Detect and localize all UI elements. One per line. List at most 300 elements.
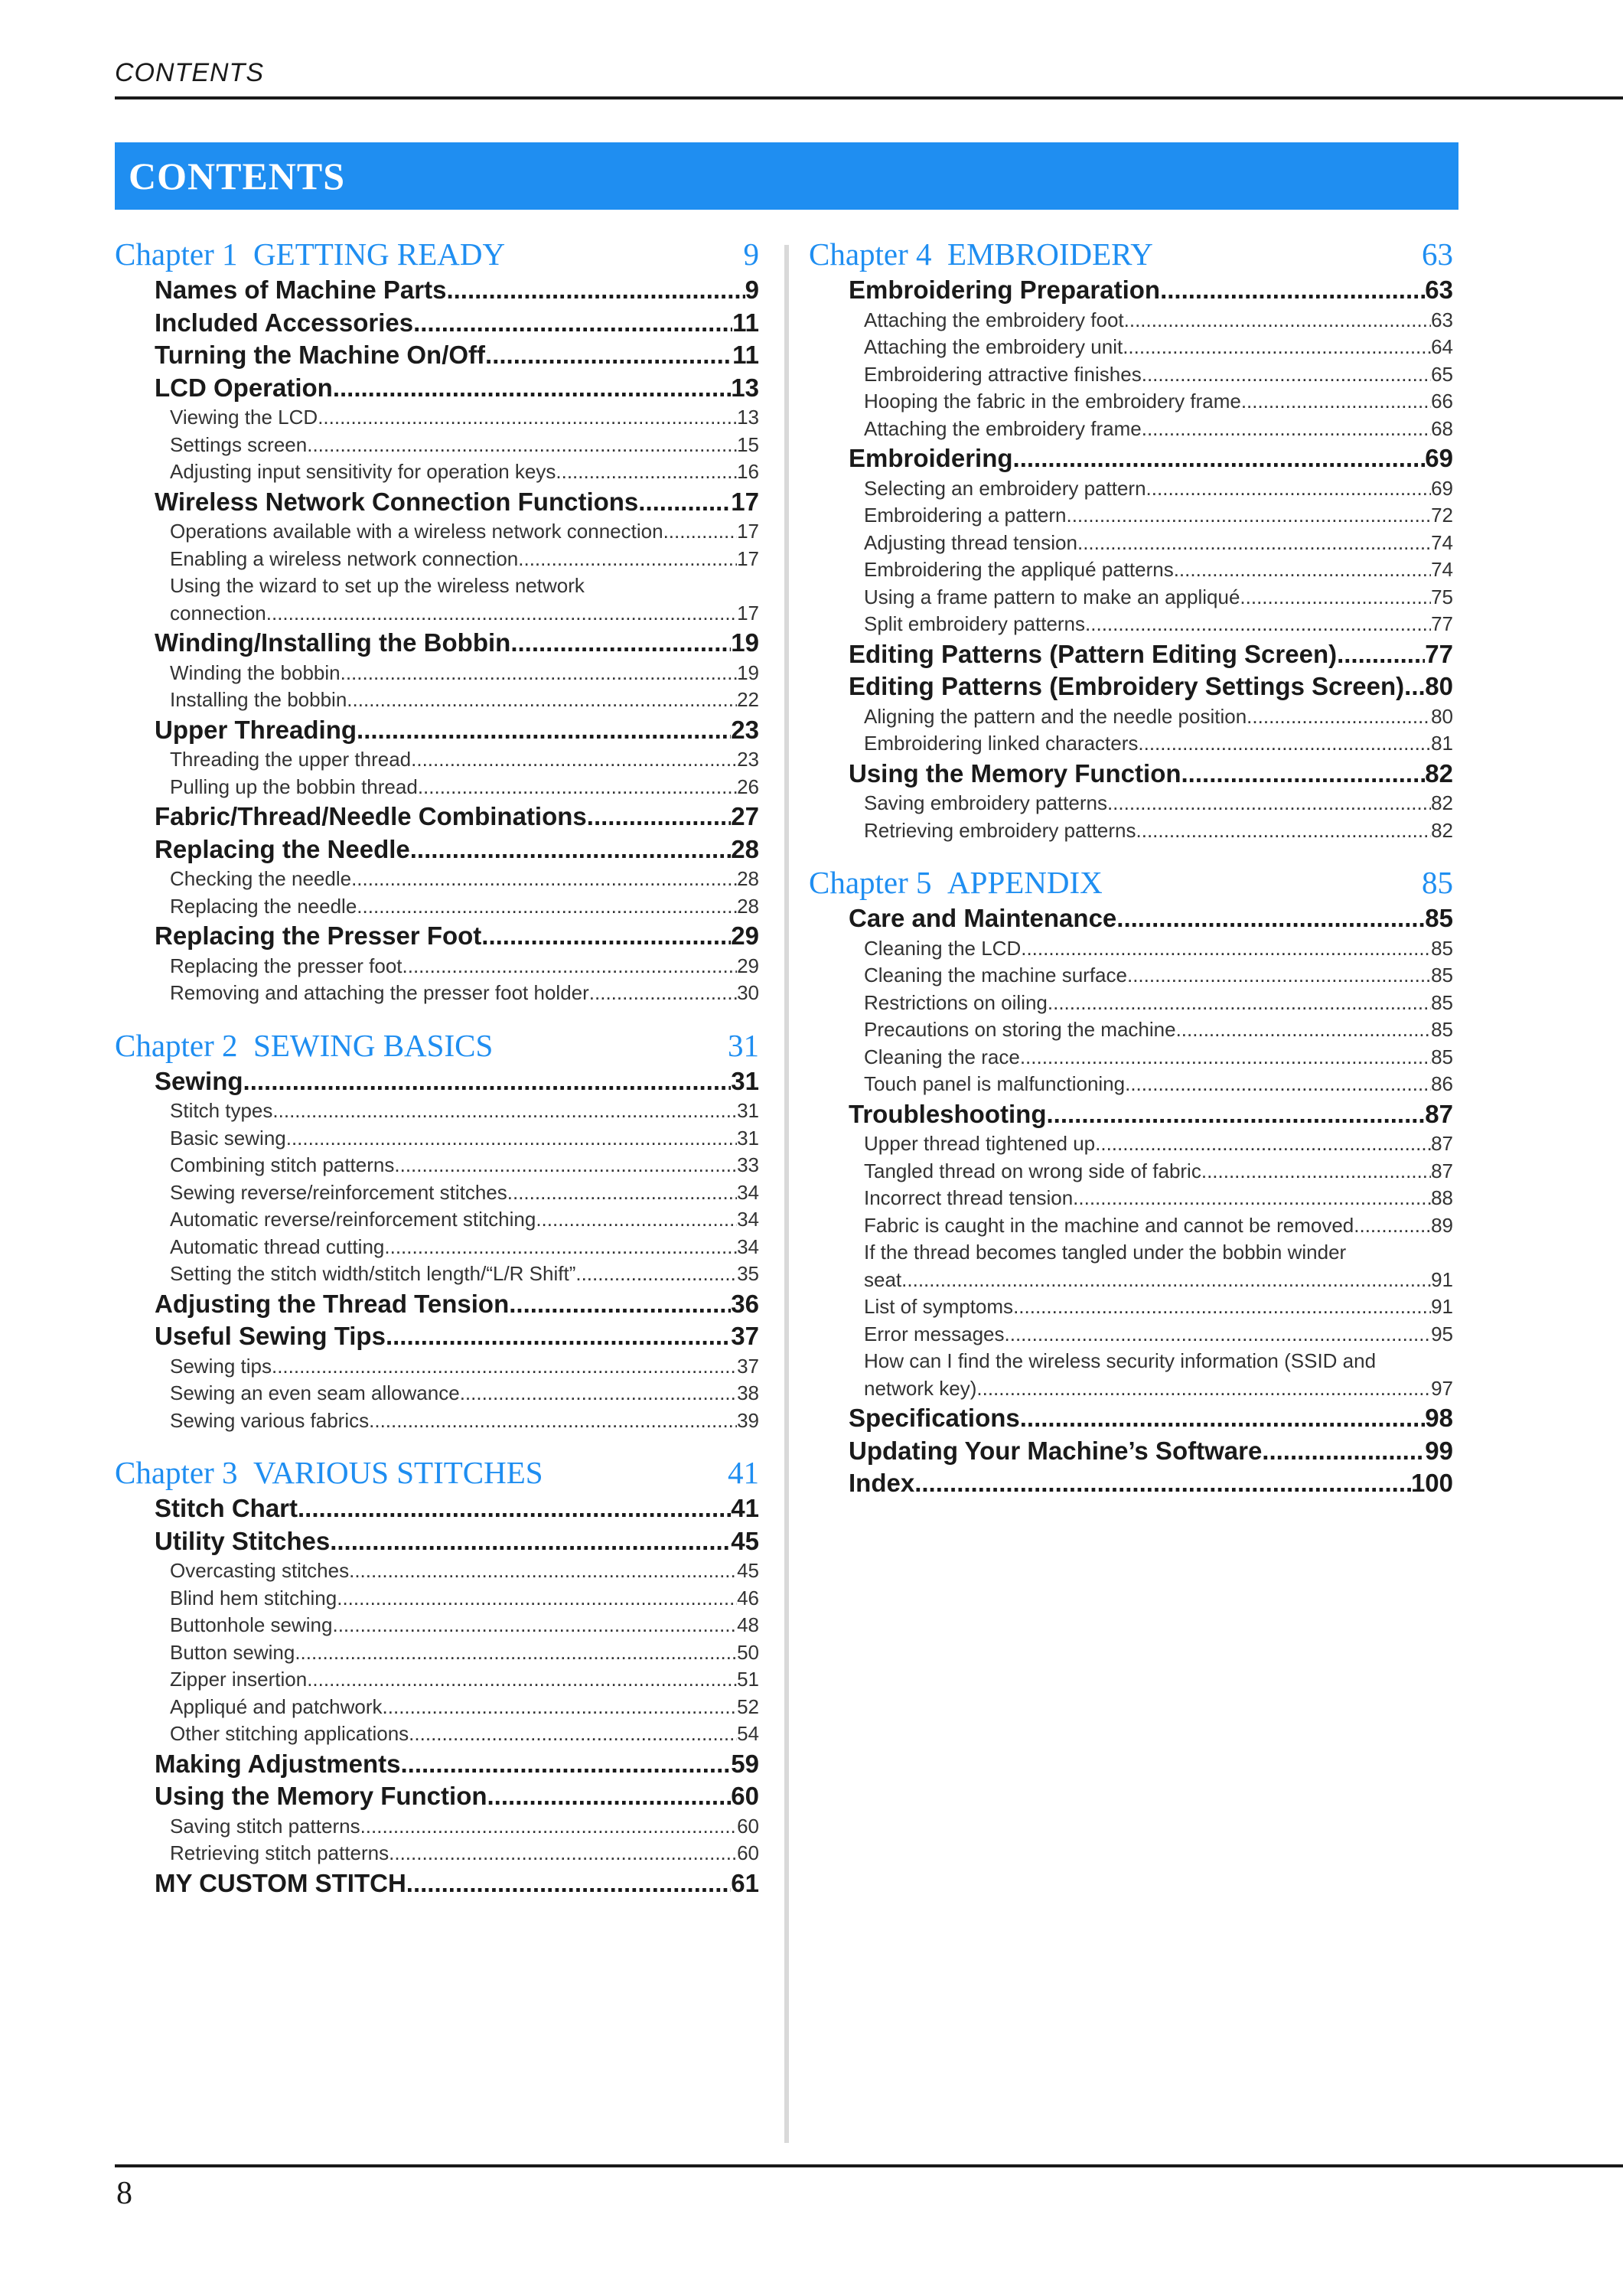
toc-subsection[interactable] bbox=[115, 458, 759, 486]
toc-subsection-page: 95 bbox=[1431, 1322, 1453, 1345]
toc-section-label: Turning the Machine On/Off bbox=[155, 341, 486, 369]
toc-subsection[interactable] bbox=[115, 953, 759, 980]
toc-section[interactable] bbox=[809, 758, 1453, 791]
leader-dots bbox=[418, 774, 737, 801]
toc-subsection[interactable] bbox=[809, 388, 1453, 416]
leader-dots bbox=[1020, 1044, 1431, 1071]
toc-subsection[interactable] bbox=[115, 1152, 759, 1179]
leader-dots bbox=[556, 458, 737, 486]
toc-subsection-page: 87 bbox=[1431, 1159, 1453, 1182]
toc-subsection[interactable] bbox=[115, 518, 759, 546]
toc-section-page: 100 bbox=[1410, 1469, 1453, 1497]
leader-dots bbox=[298, 1492, 731, 1525]
chapter-heading-text bbox=[809, 234, 1153, 274]
leader-dots bbox=[406, 1867, 731, 1900]
toc-section-page: 85 bbox=[1425, 904, 1453, 932]
toc-section-label: Names of Machine Parts bbox=[155, 276, 447, 304]
toc-subsection[interactable] bbox=[115, 1125, 759, 1153]
leader-dots bbox=[1176, 1016, 1432, 1044]
leader-dots bbox=[1337, 638, 1425, 671]
chapter-page: 31 bbox=[728, 1027, 759, 1063]
top-rule bbox=[115, 96, 1623, 99]
toc-subsection[interactable] bbox=[115, 660, 759, 687]
leader-dots bbox=[383, 1694, 738, 1721]
toc-section-label: Embroidering Preparation bbox=[849, 276, 1161, 304]
toc-subsection-label: network key) bbox=[864, 1376, 977, 1400]
toc-section[interactable] bbox=[809, 1467, 1453, 1500]
leader-dots bbox=[1241, 388, 1431, 416]
toc-section[interactable] bbox=[115, 1288, 759, 1321]
toc-subsection[interactable] bbox=[809, 1185, 1453, 1212]
toc-subsection-label: Error messages bbox=[864, 1322, 1005, 1345]
toc-subsection[interactable] bbox=[115, 1179, 759, 1207]
toc-subsection-page: 66 bbox=[1431, 390, 1453, 413]
toc-subsection[interactable] bbox=[809, 990, 1453, 1017]
toc-subsection[interactable] bbox=[809, 817, 1453, 845]
toc-section-label: Replacing the Needle bbox=[155, 834, 410, 863]
chapter-heading[interactable] bbox=[115, 1026, 759, 1065]
toc-section-page: 19 bbox=[731, 628, 759, 657]
toc-subsection-label: Stitch types bbox=[170, 1099, 273, 1122]
page-number: 8 bbox=[116, 2176, 132, 2211]
toc-subsection[interactable] bbox=[809, 703, 1453, 731]
toc-subsection[interactable] bbox=[809, 611, 1453, 638]
leader-dots bbox=[1142, 361, 1431, 389]
toc-subsection[interactable] bbox=[115, 1353, 759, 1381]
toc-subsection-label: Cleaning the LCD bbox=[864, 936, 1022, 960]
chapter-heading[interactable] bbox=[115, 234, 759, 274]
toc-subsection-label: Replacing the needle bbox=[170, 894, 357, 918]
toc-subsection-page: 82 bbox=[1431, 818, 1453, 842]
toc-subsection-page: 34 bbox=[737, 1234, 759, 1258]
leader-dots bbox=[286, 1125, 737, 1153]
toc-section-page: 17 bbox=[731, 487, 759, 516]
leader-dots bbox=[1095, 1130, 1431, 1158]
leader-dots bbox=[1020, 1402, 1426, 1435]
toc-section[interactable] bbox=[809, 1435, 1453, 1468]
toc-section-label: Winding/Installing the Bobbin bbox=[155, 628, 511, 657]
leader-dots bbox=[295, 1639, 737, 1667]
toc-subsection-label: Hooping the fabric in the embroidery frame bbox=[864, 390, 1241, 413]
toc-section[interactable] bbox=[809, 442, 1453, 475]
leader-dots bbox=[1138, 730, 1431, 758]
toc-subsection[interactable] bbox=[115, 1557, 759, 1585]
toc-subsection-page: 85 bbox=[1431, 990, 1453, 1014]
toc-subsection-label: Cleaning the race bbox=[864, 1045, 1020, 1068]
toc-subsection-page: 46 bbox=[737, 1586, 759, 1609]
toc-subsection[interactable] bbox=[809, 1293, 1453, 1321]
toc-subsection-page: 26 bbox=[737, 775, 759, 798]
leader-dots bbox=[485, 339, 732, 372]
toc-section-page: 63 bbox=[1425, 276, 1453, 304]
toc-section-label: Fabric/Thread/Needle Combinations bbox=[155, 802, 587, 830]
toc-subsection[interactable] bbox=[809, 730, 1453, 758]
chapter-title: APPENDIX bbox=[947, 865, 1103, 900]
toc-section[interactable] bbox=[115, 486, 759, 519]
toc-subsection[interactable] bbox=[115, 1585, 759, 1613]
toc-subsection-label: Blind hem stitching bbox=[170, 1586, 337, 1609]
toc-subsection-label: Basic sewing bbox=[170, 1126, 286, 1150]
toc-section[interactable] bbox=[115, 274, 759, 307]
toc-subsection-page: 88 bbox=[1431, 1186, 1453, 1209]
toc-subsection-label: Selecting an embroidery pattern bbox=[864, 476, 1146, 500]
chapter-heading[interactable] bbox=[115, 1453, 759, 1492]
toc-subsection-label: Removing and attaching the presser foot holder bbox=[170, 981, 589, 1004]
leader-dots bbox=[1247, 703, 1431, 731]
toc-subsection[interactable] bbox=[115, 1612, 759, 1639]
toc-subsection[interactable] bbox=[809, 1267, 1453, 1294]
toc-subsection-label: Aligning the pattern and the needle position bbox=[864, 704, 1247, 728]
toc-section[interactable] bbox=[809, 1098, 1453, 1131]
leader-dots bbox=[1013, 442, 1426, 475]
toc-section-page: 27 bbox=[731, 802, 759, 830]
toc-subsection-page: 91 bbox=[1431, 1295, 1453, 1318]
toc-subsection-page: 37 bbox=[737, 1354, 759, 1378]
leader-dots bbox=[663, 518, 738, 546]
toc-subsection-label: Adjusting input sensitivity for operation keys bbox=[170, 460, 556, 483]
toc-subsection[interactable] bbox=[115, 1694, 759, 1721]
chapter-heading[interactable] bbox=[809, 863, 1453, 902]
chapter-heading[interactable] bbox=[809, 234, 1453, 274]
leader-dots bbox=[1125, 1071, 1431, 1098]
toc-section-page: 11 bbox=[732, 341, 759, 369]
toc-subsection-page: 97 bbox=[1431, 1376, 1453, 1400]
leader-dots bbox=[394, 1152, 737, 1179]
toc-subsection[interactable] bbox=[809, 1044, 1453, 1071]
toc-section-page: 80 bbox=[1425, 672, 1453, 700]
toc-subsection-page: 23 bbox=[737, 748, 759, 771]
toc-subsection[interactable] bbox=[115, 1813, 759, 1841]
toc-section-page: 61 bbox=[731, 1868, 759, 1897]
toc-subsection-page: 75 bbox=[1431, 585, 1453, 608]
toc-subsection-label: Saving stitch patterns bbox=[170, 1814, 360, 1838]
leader-dots bbox=[402, 953, 738, 980]
chapter-number: Chapter 1 bbox=[115, 236, 238, 272]
leader-dots bbox=[901, 1267, 1431, 1294]
toc-subsection[interactable] bbox=[115, 404, 759, 432]
toc-subsection-page: 34 bbox=[737, 1208, 759, 1231]
toc-section[interactable] bbox=[115, 714, 759, 747]
leader-dots bbox=[575, 1261, 737, 1288]
toc-subsection-page: 39 bbox=[737, 1408, 759, 1432]
toc-subsection-page: 82 bbox=[1431, 791, 1453, 814]
leader-dots bbox=[266, 600, 737, 628]
toc-section[interactable] bbox=[115, 1492, 759, 1525]
leader-dots bbox=[272, 1097, 737, 1125]
leader-dots bbox=[1077, 530, 1431, 557]
leader-dots bbox=[1046, 1098, 1425, 1131]
toc-subsection[interactable] bbox=[809, 502, 1453, 530]
leader-dots bbox=[307, 1666, 737, 1694]
toc-section-label: LCD Operation bbox=[155, 373, 333, 402]
toc-subsection[interactable] bbox=[115, 1380, 759, 1407]
leader-dots bbox=[509, 1288, 731, 1321]
leader-dots bbox=[481, 920, 731, 953]
toc-subsection-label: Sewing an even seam allowance bbox=[170, 1381, 460, 1404]
toc-section-label: Using the Memory Function bbox=[155, 1782, 487, 1810]
toc-section[interactable] bbox=[115, 307, 759, 340]
chapter-title: EMBROIDERY bbox=[947, 236, 1153, 272]
toc-subsection[interactable] bbox=[115, 600, 759, 628]
toc-subsection[interactable] bbox=[115, 980, 759, 1007]
toc-subsection[interactable] bbox=[809, 962, 1453, 990]
toc-section-label: Replacing the Presser Foot bbox=[155, 921, 482, 950]
toc-subsection[interactable] bbox=[115, 866, 759, 893]
leader-dots bbox=[337, 1585, 737, 1613]
leader-dots bbox=[1201, 1158, 1431, 1186]
leader-dots bbox=[341, 660, 737, 687]
toc-section[interactable] bbox=[115, 1525, 759, 1558]
leader-dots bbox=[1174, 556, 1431, 584]
toc-subsection[interactable] bbox=[115, 893, 759, 921]
toc-subsection-page: 80 bbox=[1431, 704, 1453, 728]
toc-subsection[interactable] bbox=[809, 935, 1453, 963]
leader-dots bbox=[1142, 416, 1431, 443]
leader-dots bbox=[333, 372, 731, 405]
leader-dots bbox=[409, 1720, 737, 1748]
toc-section-label: Care and Maintenance bbox=[849, 904, 1117, 932]
chapter-heading-text bbox=[809, 863, 1103, 902]
toc-section[interactable] bbox=[115, 627, 759, 660]
leader-dots bbox=[1107, 790, 1431, 817]
toc-subsection-page: 16 bbox=[737, 460, 759, 483]
toc-subsection-label: Other stitching applications bbox=[170, 1722, 409, 1745]
toc-subsection-label: seat bbox=[864, 1267, 902, 1291]
toc-subsection[interactable] bbox=[809, 334, 1453, 361]
toc-section-page: 87 bbox=[1425, 1099, 1453, 1128]
toc-subsection[interactable] bbox=[809, 556, 1453, 584]
toc-subsection[interactable] bbox=[115, 687, 759, 714]
toc-section[interactable] bbox=[809, 670, 1453, 703]
toc-subsection[interactable] bbox=[115, 1840, 759, 1867]
toc-subsection-page: 31 bbox=[737, 1126, 759, 1150]
chapter-page: 41 bbox=[728, 1455, 759, 1490]
toc-subsection-label: Retrieving embroidery patterns bbox=[864, 818, 1136, 842]
toc-subsection-label: Setting the stitch width/stitch length/“L/R Shift” bbox=[170, 1262, 576, 1285]
toc-section-label: Utility Stitches bbox=[155, 1526, 331, 1555]
toc-subsection[interactable] bbox=[115, 1407, 759, 1435]
toc-subsection[interactable] bbox=[809, 530, 1453, 557]
toc-subsection-label: List of symptoms bbox=[864, 1295, 1014, 1318]
leader-dots bbox=[1160, 274, 1425, 307]
leader-dots bbox=[1066, 502, 1431, 530]
toc-subsection-page: 28 bbox=[737, 867, 759, 890]
toc-subsection-label: Attaching the embroidery foot bbox=[864, 308, 1124, 331]
toc-section[interactable] bbox=[115, 801, 759, 833]
leader-dots bbox=[1123, 334, 1431, 361]
toc-subsection[interactable] bbox=[115, 1639, 759, 1667]
toc-subsection[interactable] bbox=[809, 1212, 1453, 1240]
toc-subsection[interactable] bbox=[809, 307, 1453, 334]
toc-subsection-label: Incorrect thread tension bbox=[864, 1186, 1074, 1209]
toc-section-page: 11 bbox=[732, 308, 759, 337]
toc-subsection-label: Attaching the embroidery unit bbox=[864, 335, 1123, 358]
toc-subsection-label: Enabling a wireless network connection bbox=[170, 546, 519, 570]
toc-subsection-wrapped[interactable]: How can I find the wireless security information (SSID and bbox=[864, 1349, 1377, 1372]
toc-subsection[interactable] bbox=[115, 1720, 759, 1748]
leader-dots bbox=[1262, 1435, 1425, 1468]
leader-dots bbox=[347, 687, 737, 714]
toc-subsection[interactable] bbox=[115, 1234, 759, 1261]
toc-section-label: Sewing bbox=[155, 1066, 243, 1095]
toc-subsection[interactable] bbox=[809, 1071, 1453, 1098]
toc-subsection[interactable] bbox=[115, 432, 759, 459]
toc-subsection-page: 33 bbox=[737, 1153, 759, 1176]
toc-subsection-label: Embroidering attractive finishes bbox=[864, 362, 1142, 386]
leader-dots bbox=[272, 1353, 737, 1381]
toc-subsection-label: Overcasting stitches bbox=[170, 1559, 350, 1582]
leader-dots bbox=[307, 432, 737, 459]
toc-subsection[interactable] bbox=[115, 1206, 759, 1234]
toc-subsection-page: 74 bbox=[1431, 530, 1453, 554]
toc-subsection[interactable] bbox=[115, 1261, 759, 1288]
toc-subsection-page: 68 bbox=[1431, 416, 1453, 440]
toc-subsection-label: Adjusting thread tension bbox=[864, 530, 1077, 554]
toc-section[interactable] bbox=[115, 372, 759, 405]
toc-subsection-page: 87 bbox=[1431, 1132, 1453, 1155]
leader-dots bbox=[976, 1375, 1431, 1403]
leader-dots bbox=[1085, 611, 1431, 638]
toc-subsection-page: 50 bbox=[737, 1640, 759, 1664]
leader-dots bbox=[507, 1179, 737, 1207]
toc-section-label: Useful Sewing Tips bbox=[155, 1322, 386, 1350]
toc-section[interactable] bbox=[809, 902, 1453, 935]
chapter-heading-text bbox=[115, 1026, 493, 1065]
chapter-page: 63 bbox=[1422, 236, 1453, 272]
toc-subsection-label: connection bbox=[170, 601, 266, 625]
leader-dots bbox=[587, 801, 732, 833]
toc-section[interactable] bbox=[115, 833, 759, 866]
toc-subsection-label: Attaching the embroidery frame bbox=[864, 416, 1142, 440]
toc-subsection[interactable] bbox=[115, 1097, 759, 1125]
toc-subsection-label: Pulling up the bobbin thread bbox=[170, 775, 418, 798]
toc-section[interactable] bbox=[115, 1867, 759, 1900]
toc-subsection[interactable] bbox=[809, 475, 1453, 503]
leader-dots bbox=[400, 1748, 731, 1781]
toc-subsection-page: 22 bbox=[737, 688, 759, 711]
toc-subsection-page: 13 bbox=[737, 406, 759, 429]
leader-dots bbox=[369, 1407, 737, 1435]
leader-dots bbox=[243, 1065, 732, 1098]
leader-dots bbox=[1136, 817, 1432, 845]
toc-section-label: Updating Your Machine’s Software bbox=[849, 1436, 1263, 1465]
toc-subsection-label: Installing the bobbin bbox=[170, 688, 347, 711]
toc-section[interactable] bbox=[115, 1320, 759, 1353]
toc-subsection[interactable] bbox=[809, 1375, 1453, 1403]
toc-subsection[interactable] bbox=[115, 774, 759, 801]
toc-subsection-page: 31 bbox=[737, 1099, 759, 1122]
toc-subsection-label: Split embroidery patterns bbox=[864, 612, 1086, 635]
toc-section[interactable] bbox=[115, 1065, 759, 1098]
toc-subsection-page: 72 bbox=[1431, 504, 1453, 527]
leader-dots bbox=[318, 404, 737, 432]
leader-dots bbox=[1127, 962, 1431, 990]
toc-subsection-label: Embroidering linked characters bbox=[864, 732, 1139, 755]
toc-section-label: Troubleshooting bbox=[849, 1099, 1047, 1128]
contents-banner: CONTENTS bbox=[115, 142, 1458, 210]
leader-dots bbox=[510, 627, 731, 660]
toc-section-page: 9 bbox=[745, 276, 759, 304]
chapter-heading-text bbox=[115, 1453, 543, 1492]
toc-section[interactable] bbox=[115, 1780, 759, 1813]
leader-dots bbox=[914, 1467, 1411, 1500]
leader-dots bbox=[1146, 475, 1432, 503]
toc-subsection[interactable] bbox=[809, 1016, 1453, 1044]
toc-subsection-page: 91 bbox=[1431, 1267, 1453, 1291]
toc-subsection[interactable] bbox=[809, 416, 1453, 443]
toc-subsection-page: 17 bbox=[737, 520, 759, 543]
toc-subsection-wrapped[interactable]: Using the wizard to set up the wireless network bbox=[170, 574, 585, 597]
toc-section[interactable] bbox=[809, 638, 1453, 671]
toc-section-label: Editing Patterns (Pattern Editing Screen) bbox=[849, 639, 1338, 668]
toc-subsection-label: Settings screen bbox=[170, 432, 308, 456]
leader-dots bbox=[389, 1840, 737, 1867]
chapter-heading-text bbox=[115, 234, 505, 274]
toc-subsection-page: 60 bbox=[737, 1814, 759, 1838]
toc-section[interactable] bbox=[115, 1748, 759, 1781]
toc-subsection[interactable] bbox=[115, 546, 759, 573]
leader-dots bbox=[1124, 307, 1431, 334]
toc-subsection-wrapped[interactable]: If the thread becomes tangled under the bobbin winder bbox=[864, 1241, 1347, 1264]
toc-subsection-label: Operations available with a wireless network connection bbox=[170, 520, 663, 543]
toc-subsection-page: 35 bbox=[737, 1262, 759, 1285]
toc-section-page: 36 bbox=[731, 1289, 759, 1318]
toc-subsection[interactable] bbox=[809, 584, 1453, 612]
toc-section[interactable] bbox=[115, 920, 759, 953]
toc-subsection[interactable] bbox=[809, 1321, 1453, 1349]
column-divider bbox=[784, 245, 789, 2143]
leader-dots bbox=[332, 1612, 737, 1639]
leader-dots bbox=[411, 746, 737, 774]
toc-section-page: 28 bbox=[731, 834, 759, 863]
leader-dots bbox=[460, 1380, 737, 1407]
toc-subsection[interactable] bbox=[115, 1666, 759, 1694]
leader-dots bbox=[1240, 584, 1431, 612]
bottom-rule bbox=[115, 2164, 1623, 2167]
toc-section[interactable] bbox=[809, 1402, 1453, 1435]
toc-subsection-label: Replacing the presser foot bbox=[170, 954, 402, 977]
toc-subsection-page: 54 bbox=[737, 1722, 759, 1745]
leader-dots bbox=[1404, 670, 1425, 703]
toc-left-column bbox=[115, 234, 759, 1900]
toc-subsection-label: Sewing reverse/reinforcement stitches bbox=[170, 1180, 507, 1204]
toc-subsection[interactable] bbox=[809, 361, 1453, 389]
toc-subsection[interactable] bbox=[809, 790, 1453, 817]
toc-section-label: Index bbox=[849, 1469, 915, 1497]
toc-subsection-label: Winding the bobbin bbox=[170, 660, 341, 684]
toc-section-label: Stitch Chart bbox=[155, 1494, 298, 1522]
toc-section[interactable] bbox=[115, 339, 759, 372]
toc-subsection-label: Tangled thread on wrong side of fabric bbox=[864, 1159, 1201, 1182]
toc-subsection-page: 28 bbox=[737, 894, 759, 918]
toc-subsection-page: 85 bbox=[1431, 936, 1453, 960]
toc-subsection-label: Saving embroidery patterns bbox=[864, 791, 1107, 814]
leader-dots bbox=[413, 307, 732, 340]
toc-subsection-page: 77 bbox=[1431, 612, 1453, 635]
leader-dots bbox=[1048, 990, 1431, 1017]
toc-subsection-label: Cleaning the machine surface bbox=[864, 964, 1127, 987]
toc-subsection[interactable] bbox=[809, 1158, 1453, 1186]
toc-subsection[interactable] bbox=[115, 746, 759, 774]
leader-dots bbox=[410, 833, 732, 866]
leader-dots bbox=[351, 866, 737, 893]
toc-subsection-label: Upper thread tightened up bbox=[864, 1132, 1096, 1155]
toc-section-page: 31 bbox=[731, 1066, 759, 1095]
leader-dots bbox=[487, 1780, 732, 1813]
toc-subsection[interactable] bbox=[809, 1130, 1453, 1158]
toc-section-label: Upper Threading bbox=[155, 715, 357, 744]
toc-section[interactable] bbox=[809, 274, 1453, 307]
